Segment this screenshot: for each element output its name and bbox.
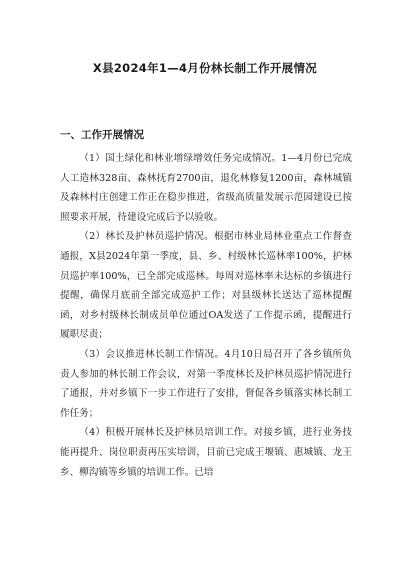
paragraph-afforestation: （1）国土绿化和林业增绿增效任务完成情况。1—4月份已完成人工造林328亩、森林抚育2700亩，退化林修复1200亩，森林城镇及森林村庄创建工作正在稳步推进，省级高质量发展示范园建设已按照要求开展，待建设完成后予以验收。 (60, 153, 352, 223)
paragraph-meeting: （3）会议推进林长制工作情况。4月10日局召开了各乡镇所负责人参加的林长制工作会议，对第一季度林长及护林员巡护情况进行了通报，并对乡镇下一步工作进行了安排，督促各乡镇落实林长制工作任务； (60, 348, 352, 419)
paragraph-training: （4）积极开展林长及护林员培训工作。对接乡镇，进行业务技能再提升、岗位职责再压实培训，目前已完成王堰镇、惠城镇、龙王乡、柳沟镇等乡镇的培训工作。已培 (60, 427, 352, 478)
section-heading: 一、工作开展情况 (60, 129, 144, 141)
paragraph-patrol: （2）林长及护林员巡护情况。根据市林业局林业重点工作督查通报，X县2024年第一季度，县、乡、村级林长巡林率100%，护林员巡护率100%，已全部完成巡林。每周对巡林率未达标的乡镇进行提醒，确保月底前全部完成巡护工作；对县级林长送达了巡林提醒函，对乡村级林长制成员单位通过OA发送了工作提示函，提醒进行履职尽责； (60, 231, 352, 341)
document-body (60, 149, 352, 482)
document-title: X县2024年1—4月份林长制工作开展情况 (92, 61, 318, 75)
